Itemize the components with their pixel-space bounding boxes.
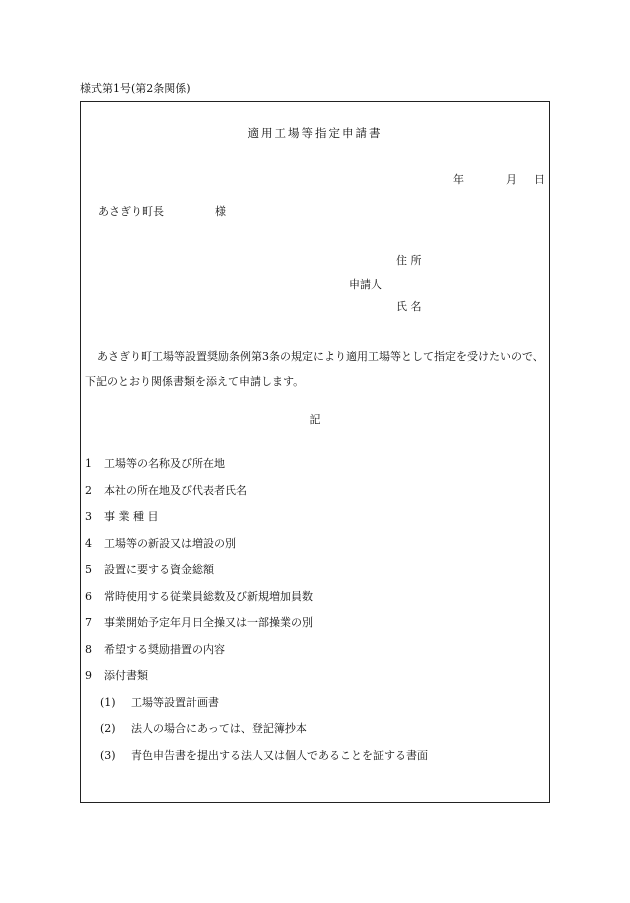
attachment-number: (1)	[100, 695, 116, 709]
item-text: 工場等の名称及び所在地	[104, 457, 225, 470]
document-title: 適用工場等指定申請書	[247, 126, 383, 140]
date-day-label: 日	[534, 173, 545, 186]
item-text: 添付書類	[104, 669, 148, 682]
attachment-text: 工場等設置計画書	[131, 695, 219, 709]
list-item	[85, 590, 428, 617]
applicant-label: 申請人	[349, 278, 382, 291]
item-number: 9	[85, 669, 92, 682]
date-month-label: 月	[506, 173, 517, 186]
list-item	[85, 484, 428, 511]
date-year-label: 年	[453, 173, 464, 186]
item-text: 希望する奨励措置の内容	[104, 642, 225, 656]
item-number: 1	[85, 457, 92, 470]
attachment-item	[85, 722, 428, 749]
item-number: 2	[85, 483, 92, 497]
item-text: 常時使用する従業員総数及び新規増加員数	[104, 589, 313, 603]
list-item	[85, 457, 428, 484]
attachment-text: 青色申告書を提出する法人又は個人であることを証する書面	[131, 748, 428, 762]
application-form-frame	[80, 101, 550, 803]
item-text: 設置に要する資金総額	[104, 563, 214, 576]
item-text: 事業開始予定年月日全操又は一部操業の別	[104, 616, 313, 629]
address-label: 住 所	[396, 254, 422, 267]
list-item	[85, 669, 428, 696]
addressee-honorific: 様	[215, 205, 226, 218]
item-number: 7	[85, 616, 92, 629]
application-body-text: あさぎり町工場等設置奨励条例第3条の規定により適用工場等として指定を受けたいので、下記のとおり関係書類を添えて申請します。	[85, 350, 544, 388]
list-item	[85, 510, 428, 537]
name-label: 氏 名	[396, 300, 422, 313]
form-number-label: 様式第1号(第2条関係)	[80, 82, 191, 95]
list-item	[85, 643, 428, 670]
item-number: 5	[85, 563, 92, 576]
list-item	[85, 616, 428, 643]
addressee: あさぎり町長	[98, 205, 164, 218]
item-list	[85, 457, 428, 775]
item-number: 4	[85, 536, 92, 550]
item-number: 3	[85, 510, 92, 523]
list-item	[85, 537, 428, 564]
attachment-number: (2)	[100, 722, 116, 735]
item-number: 8	[85, 642, 92, 656]
item-number: 6	[85, 589, 92, 603]
attachment-item	[85, 696, 428, 723]
item-text: 本社の所在地及び代表者氏名	[104, 483, 247, 497]
attachment-item	[85, 749, 428, 776]
item-text: 工場等の新設又は増設の別	[104, 536, 236, 550]
attachment-text: 法人の場合にあっては、登記簿抄本	[131, 722, 307, 735]
ki-heading: 記	[309, 413, 321, 426]
list-item	[85, 563, 428, 590]
attachment-number: (3)	[100, 748, 116, 762]
item-text: 事 業 種 目	[104, 510, 159, 523]
